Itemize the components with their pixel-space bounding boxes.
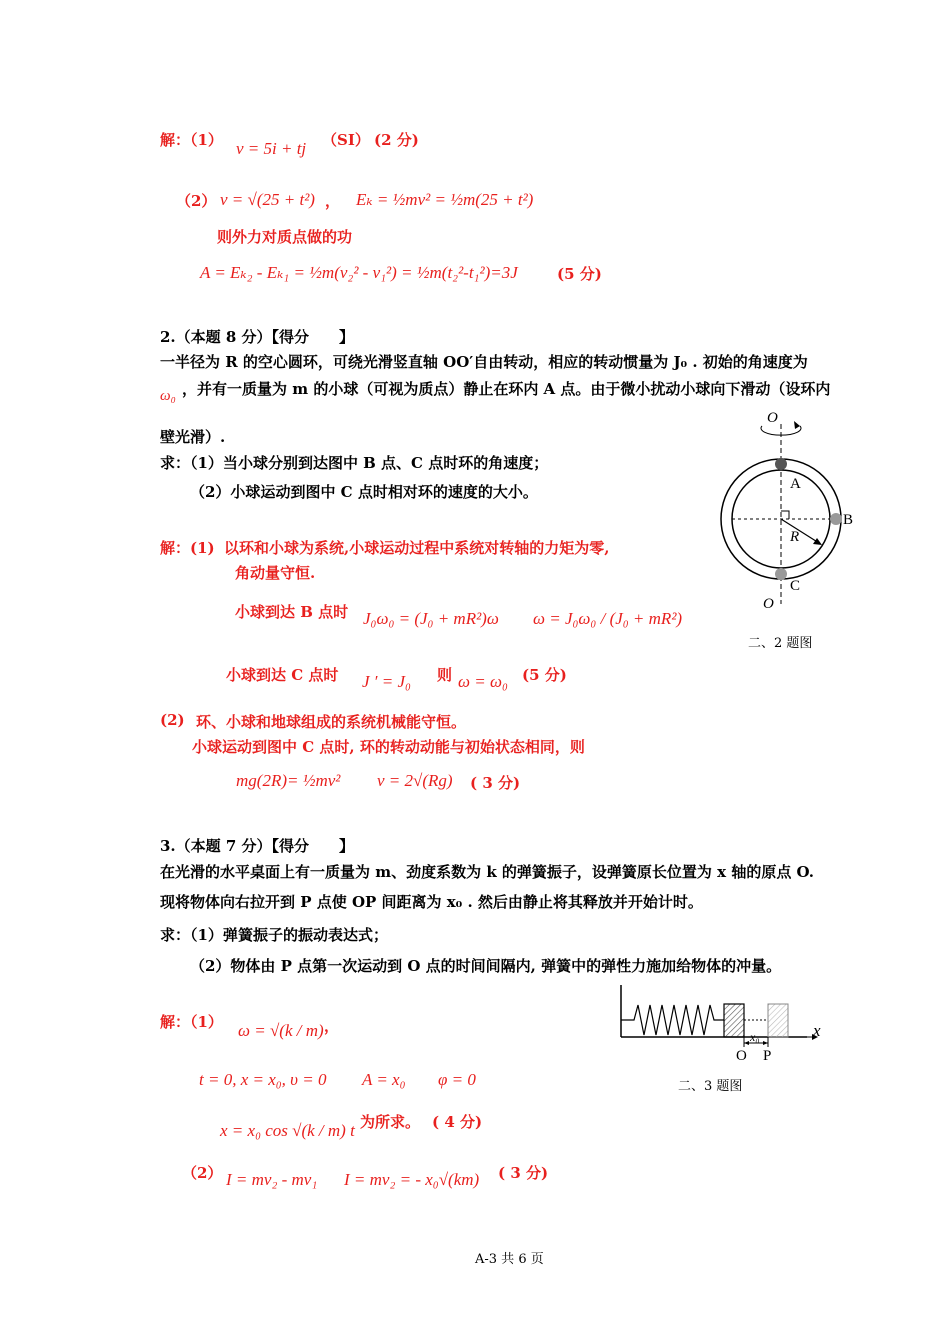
q2-ask-2: （2）小球运动到图中 C 点时相对环的速度的大小。: [190, 483, 538, 501]
q1-work-formula: A = Eₖ₂ - Eₖ₁ = ½m(v₂² - v₁²) = ½m(t₂²-t₁²)=3J: [200, 263, 518, 282]
q3-ask-2: （2）物体由 P 点第一次运动到 O 点的时间间隔内, 弹簧中的弹性力施加给物体的冲量。: [190, 957, 782, 975]
q2-ball-c: [775, 568, 787, 580]
q2-radius-line: [781, 519, 819, 543]
q2-rotation-arrowhead: [794, 421, 800, 429]
q2-c-formula-2: ω = ω₀: [458, 672, 508, 691]
q3-omega-formula: ω = √(k / m): [238, 1021, 324, 1040]
q2-label-o-bottom: O: [763, 596, 774, 612]
q1-speed-formula: v = √(25 + t²): [220, 190, 315, 209]
q2-ball-b: [830, 513, 842, 525]
q2-score-2: ( 3 分): [470, 774, 521, 792]
q2-label-o-top: O: [767, 410, 778, 426]
page-footer: A-3 共 6 页: [475, 1252, 544, 1267]
q3-score-1: ( 4 分): [432, 1113, 483, 1131]
q2-ask-1: 求：（1）当小球分别到达图中 B 点、C 点时环的角速度；: [160, 454, 549, 472]
q3-amplitude: A = x₀: [362, 1070, 406, 1089]
q3-motion-formula: x = x₀ cos √(k / m) t: [220, 1121, 355, 1140]
q2-text-line2: ，并有一质量为 m 的小球（可视为质点）静止在环内 A 点。由于微小扰动小球向下滑动（设环内: [182, 380, 831, 398]
q1-score-2: (5 分): [557, 265, 602, 283]
q3-impulse-formula-1: I = mv₂ - mv₁: [226, 1170, 318, 1189]
q3-initial-conditions: t = 0, x = x₀, υ = 0: [199, 1070, 327, 1089]
q3-result-text: 为所求。: [360, 1113, 421, 1131]
q2-part2-text: 环、小球和地球组成的系统机械能守恒。: [196, 713, 467, 731]
q2-label-a: A: [790, 476, 801, 492]
q3-text-line2: 现将物体向右拉开到 P 点使 OP 间距离为 x₀ . 然后由静止将其释放并开始计时。: [160, 893, 703, 911]
q3-comma: ，: [324, 1017, 340, 1035]
q3-score-2: ( 3 分): [498, 1164, 549, 1182]
q1-work-text: 则外力对质点做的功: [217, 228, 353, 246]
q2-right-angle-mark: [781, 511, 789, 519]
q1-velocity-formula: v = 5i + tj: [236, 139, 307, 158]
q2-speed-formula: v = 2√(Rg): [377, 771, 453, 790]
q1-part2-label: （2）: [176, 192, 217, 210]
q3-spring-figure: [612, 980, 842, 1070]
q3-spring: [621, 1005, 724, 1035]
q2-ball-a: [775, 458, 787, 470]
q2-solution-label: 解：(1): [160, 539, 215, 557]
q3-label-x0: x₀: [750, 1030, 760, 1044]
q1-score-1: (2 分): [374, 131, 419, 149]
q1-unit: （SI）: [322, 131, 370, 149]
q2-header: 2.（本题 8 分）【得分 】: [160, 328, 355, 346]
q3-phase: φ = 0: [438, 1070, 476, 1089]
q1-solution-label: 解：（1）: [160, 131, 223, 149]
q1-comma: ，: [325, 192, 341, 210]
q3-dim-arrow-right: [763, 1041, 768, 1045]
q2-score-1: (5 分): [522, 666, 567, 684]
q3-dim-arrow-left: [744, 1041, 749, 1045]
q2-c-text: 小球到达 C 点时: [226, 666, 339, 684]
q3-label-o: O: [736, 1048, 747, 1064]
q2-solution-text: 以环和小球为系统,小球运动过程中系统对转轴的力矩为零,: [224, 539, 610, 557]
q2-c-formula-1: J ′ = J₀: [362, 672, 411, 691]
q1-kinetic-energy-formula: Eₖ = ½mv² = ½m(25 + t²): [356, 190, 534, 209]
q3-figure-caption: 二、3 题图: [678, 1079, 743, 1094]
q2-c-then: 则: [437, 666, 453, 684]
q3-header: 3.（本题 7 分）【得分 】: [160, 837, 355, 855]
q2-text-line3: 壁光滑）.: [160, 428, 226, 446]
q3-ask-1: 求：（1）弹簧振子的振动表达式；: [160, 926, 388, 944]
q3-solution-label: 解：（1）: [160, 1013, 223, 1031]
q2-b-text: 小球到达 B 点时: [235, 603, 349, 621]
q2-ring-figure: [710, 404, 870, 654]
q2-omega0: ω₀: [160, 388, 176, 404]
q2-label-b: B: [843, 512, 854, 528]
q2-part2-text-2: 小球运动到图中 C 点时, 环的转动动能与初始状态相同，则: [192, 738, 585, 756]
q3-label-x: x: [813, 1021, 821, 1040]
q3-part2-label: （2）: [182, 1164, 223, 1182]
q2-radius-arrowhead: [813, 538, 822, 545]
q3-block-p: [768, 1004, 788, 1037]
q2-label-r: R: [790, 529, 800, 545]
q3-label-p: P: [763, 1048, 772, 1064]
q2-figure-caption: 二、2 题图: [748, 636, 813, 651]
q2-label-c: C: [790, 578, 801, 594]
q2-b-formula-1: J₀ω₀ = (J₀ + mR²)ω: [363, 609, 499, 628]
q3-block-o: [724, 1004, 744, 1037]
q2-b-formula-2: ω = J₀ω₀ / (J₀ + mR²): [533, 609, 683, 628]
q3-text-line1: 在光滑的水平桌面上有一质量为 m、劲度系数为 k 的弹簧振子，设弹簧原长位置为 x 轴的原点 O.: [160, 863, 814, 881]
q2-text-line1: 一半径为 R 的空心圆环，可绕光滑竖直轴 OO′自由转动，相应的转动惯量为 J₀ . 初始的角速度为: [160, 353, 808, 371]
q2-part2-label: (2): [160, 711, 185, 729]
q3-impulse-formula-2: I = mv₂ = - x₀√(km): [344, 1170, 480, 1189]
q2-solution-text-2: 角动量守恒.: [235, 564, 316, 582]
q2-energy-formula: mg(2R)= ½mv²: [236, 771, 341, 790]
